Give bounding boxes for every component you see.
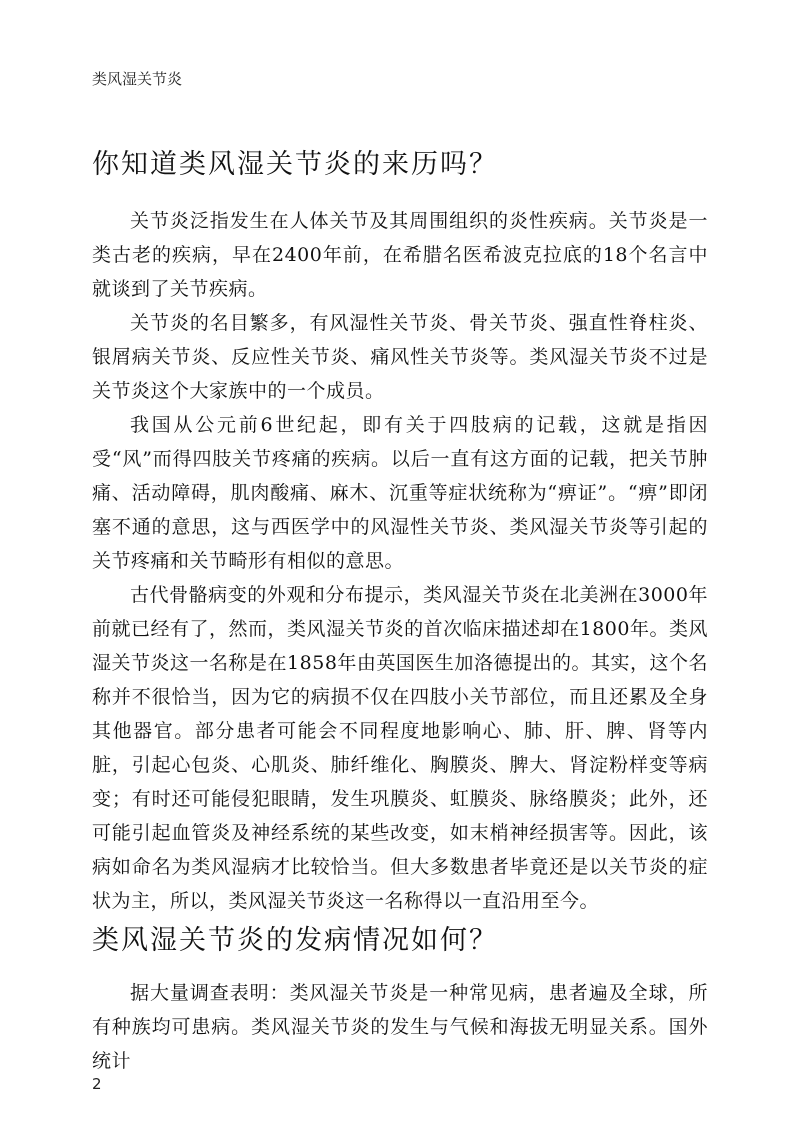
section-body-history [92, 204, 708, 918]
paragraph: 关节炎的名目繁多，有风湿性关节炎、骨关节炎、强直性脊柱炎、银屑病关节炎、反应性关节炎、痛风性关节炎等。类风湿关节炎不过是关节炎这个大家族中的一个成员。 [92, 312, 708, 402]
section-title-history: 你知道类风湿关节炎的来历吗？ [92, 149, 498, 180]
page-number: 2 [92, 1075, 102, 1093]
paragraph: 我国从公元前6世纪起，即有关于四肢病的记载，这就是指因受“风”而得四肢关节疼痛的疾病。以后一直有这方面的记载，把关节肿痛、活动障碍，肌肉酸痛、麻木、沉重等症状统称为“痹证”。“痹”即闭塞不通的意思，这与西医学中的风湿性关节炎、类风湿关节炎等引起的关节疼痛和关节畸形有相似的意思。 [92, 414, 708, 572]
section-title-incidence: 类风湿关节炎的发病情况如何？ [92, 925, 498, 956]
running-head: 类风湿关节炎 [92, 70, 183, 88]
paragraph: 关节炎泛指发生在人体关节及其周围组织的炎性疾病。关节炎是一类古老的疾病，早在2400年前，在希腊名医希波克拉底的18个名言中就谈到了关节疾病。 [92, 210, 708, 300]
paragraph: 古代骨骼病变的外观和分布提示，类风湿关节炎在北美洲在3000年前就已经有了，然而，类风湿关节炎的首次临床描述却在1800年。类风湿关节炎这一名称是在1858年由英国医生加洛德提出的。其实，这个名称并不很恰当，因为它的病损不仅在四肢小关节部位，而且还累及全身其他器官。部分患者可能会不同程度地影响心、肺、肝、脾、肾等内脏，引起心包炎、心肌炎、肺纤维化、胸膜炎、脾大、肾淀粉样变等病变；有时还可能侵犯眼睛，发生巩膜炎、虹膜炎、脉络膜炎；此外，还可能引起血管炎及神经系统的某些改变，如末梢神经损害等。因此，该病如命名为类风湿病才比较恰当。但大多数患者毕竟还是以关节炎的症状为主，所以，类风湿关节炎这一名称得以一直沿用至今。 [92, 584, 708, 912]
section-body-incidence [92, 976, 708, 1078]
paragraph: 据大量调查表明：类风湿关节炎是一种常见病，患者遍及全球，所有种族均可患病。类风湿关节炎的发生与气候和海拔无明显关系。国外统计 [92, 982, 708, 1072]
